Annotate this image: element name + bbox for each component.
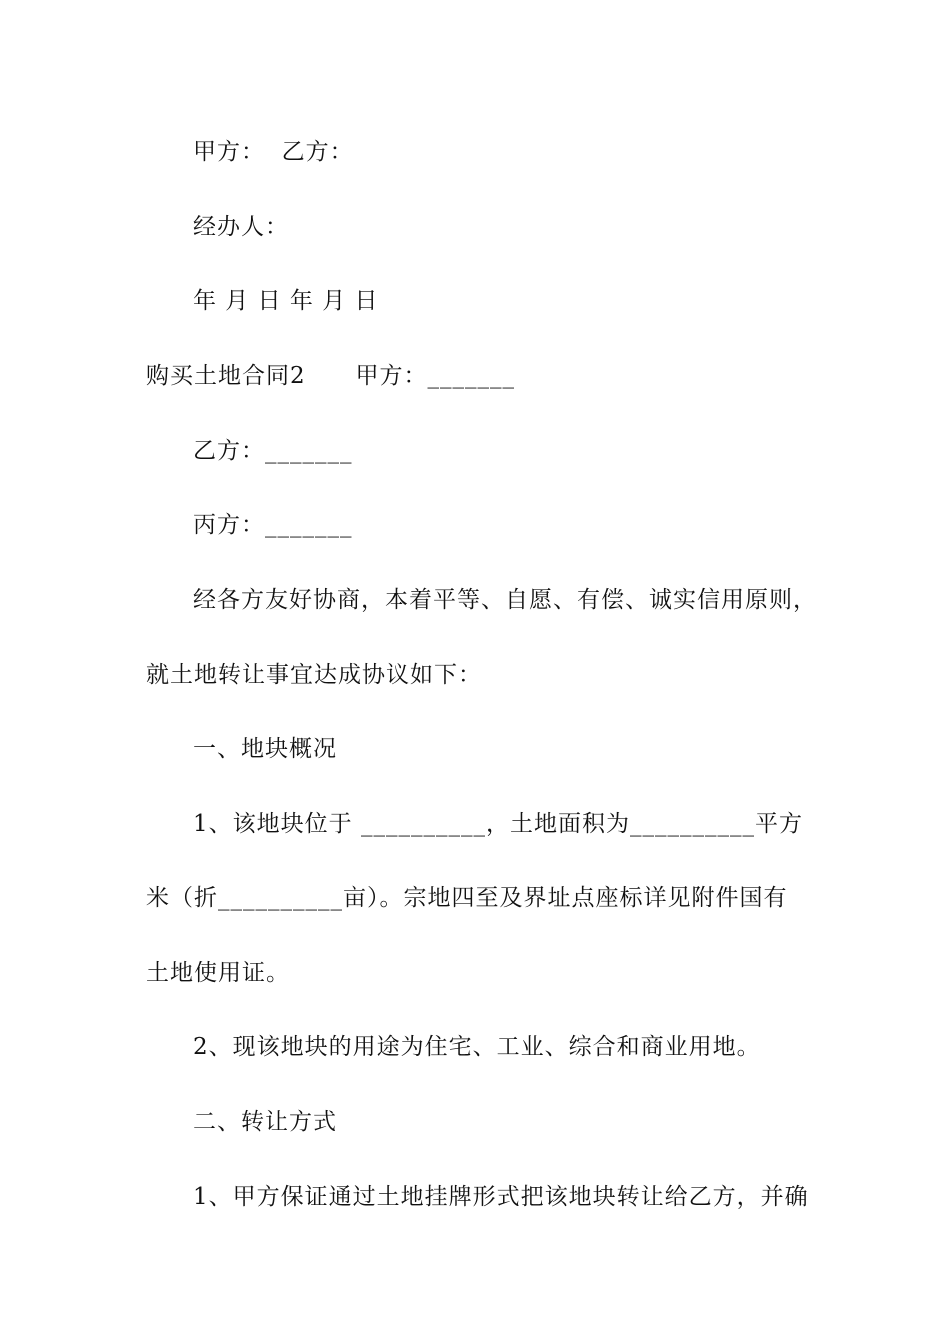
preamble-line-2: 就土地转让事宜达成协议如下： (146, 662, 482, 688)
party-b-line: 乙方：_______ (193, 438, 353, 464)
section-heading-1: 一、地块概况 (193, 736, 337, 762)
signature-parties-line: 甲方： 乙方： (193, 139, 354, 165)
clause-1-1-line-1: 1、该地块位于 __________，土地面积为__________平方 (193, 811, 803, 837)
clause-1-1-line-3: 土地使用证。 (146, 960, 290, 986)
date-line: 年 月 日 年 月 日 (193, 288, 379, 314)
contract-title-line: 购买土地合同2 甲方：_______ (146, 363, 515, 389)
clause-2-1-line-1: 1、甲方保证通过土地挂牌形式把该地块转让给乙方，并确 (193, 1184, 809, 1210)
party-c-line: 丙方：_______ (193, 512, 353, 538)
handler-line: 经办人： (193, 214, 289, 240)
clause-1-2: 2、现该地块的用途为住宅、工业、综合和商业用地。 (193, 1034, 761, 1060)
section-heading-2: 二、转让方式 (193, 1109, 337, 1135)
clause-1-1-line-2: 米（折__________亩）。宗地四至及界址点座标详见附件国有 (146, 885, 788, 911)
preamble-line-1: 经各方友好协商，本着平等、自愿、有偿、诚实信用原则， (193, 587, 817, 613)
